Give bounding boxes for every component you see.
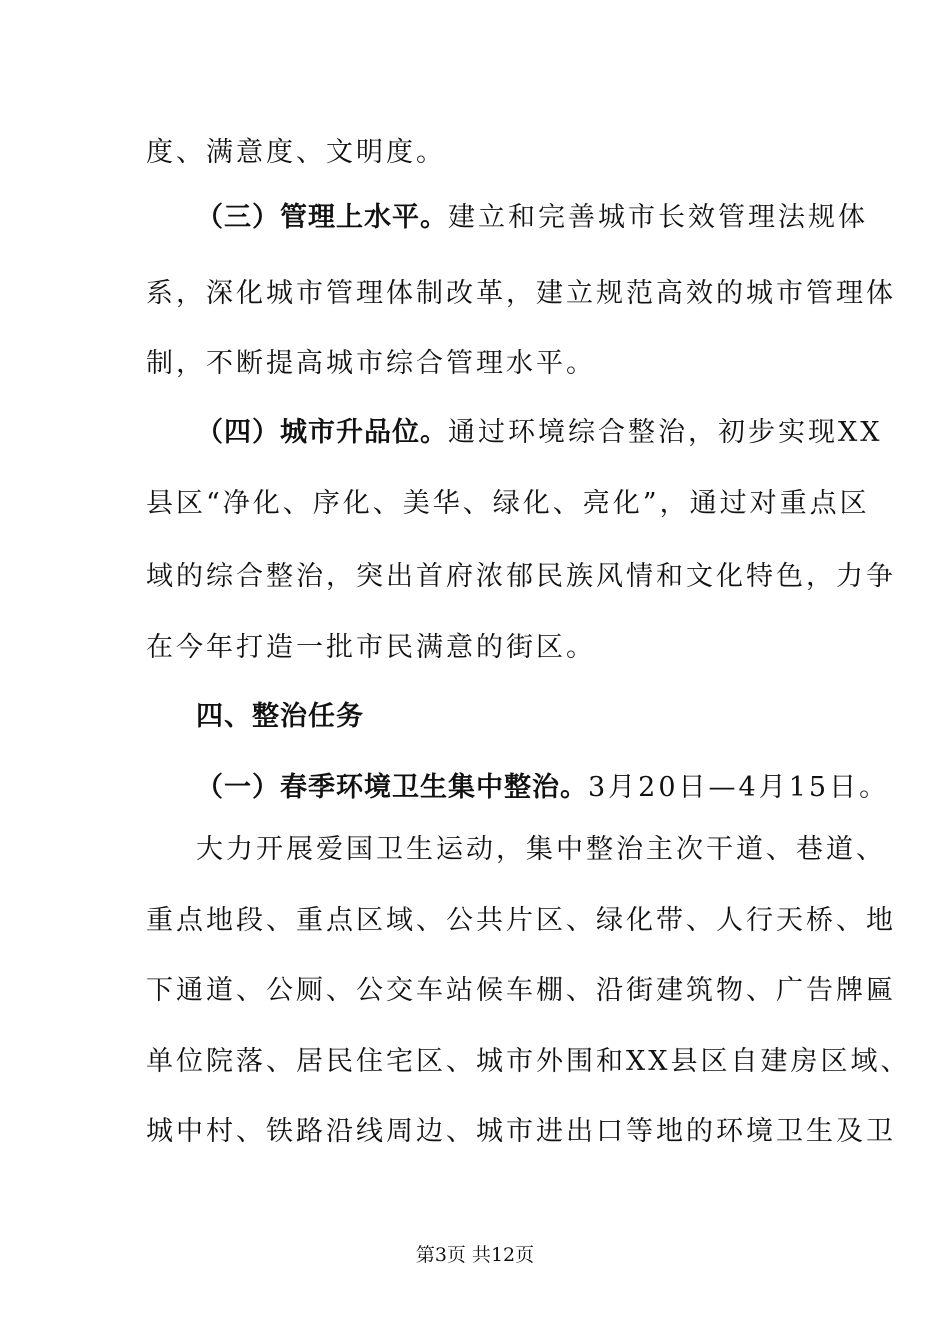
line-text: 城中村、铁路沿线周边、城市进出口等地的环境卫生及卫 (146, 1116, 896, 1147)
line-text: 3月20日—4月15日。 (588, 772, 890, 803)
line-text: 在今年打造一批市民满意的街区。 (146, 632, 596, 663)
page-number-label: 第3页 共12页 (415, 1244, 535, 1266)
line-text: 单位院落、居民住宅区、城市外围和XX县区自建房区域、 (146, 1046, 911, 1077)
line-text: 通过环境综合整治，初步实现XX (448, 417, 883, 448)
line-text: 制，不断提高城市综合管理水平。 (146, 348, 596, 379)
line-text: 重点地段、重点区域、公共片区、绿化带、人行天桥、地 (146, 905, 896, 936)
paragraph-line-1 (146, 133, 811, 173)
paragraph-line-15 (146, 1112, 896, 1152)
line-text: 大力开展爱国卫生运动，集中整治主次干道、巷道、 (196, 834, 886, 865)
section-heading-manage: （三）管理上水平。 (196, 202, 448, 233)
line-text: 下通道、公厕、公交车站候车棚、沿街建筑物、广告牌匾 (146, 975, 896, 1006)
section-heading-tasks: 四、整治任务 (196, 701, 364, 732)
paragraph-line-7 (146, 557, 896, 597)
paragraph-line-5 (196, 413, 883, 453)
paragraph-line-14 (146, 1042, 911, 1082)
page-footer (0, 1242, 950, 1268)
paragraph-line-13 (146, 971, 896, 1011)
paragraph-line-12 (146, 901, 896, 941)
line-text: 域的综合整治，突出首府浓郁民族风情和文化特色，力争 (146, 561, 896, 592)
paragraph-line-2 (196, 198, 868, 238)
paragraph-line-3 (146, 274, 896, 314)
paragraph-line-4 (146, 344, 811, 384)
line-text: 度、满意度、文明度。 (146, 137, 446, 168)
line-text: 系，深化城市管理体制改革，建立规范高效的城市管理体 (146, 278, 896, 309)
paragraph-line-6 (146, 484, 870, 524)
section-heading-spring: （一）春季环境卫生集中整治。 (196, 772, 588, 803)
line-text: 建立和完善城市长效管理法规体 (448, 202, 868, 233)
paragraph-line-9 (196, 697, 811, 737)
paragraph-line-11 (196, 830, 886, 870)
paragraph-line-8 (146, 628, 811, 668)
paragraph-line-10 (196, 768, 890, 808)
section-heading-city: （四）城市升品位。 (196, 417, 448, 448)
line-text: 县区“净化、序化、美华、绿化、亮化”，通过对重点区 (146, 488, 870, 519)
